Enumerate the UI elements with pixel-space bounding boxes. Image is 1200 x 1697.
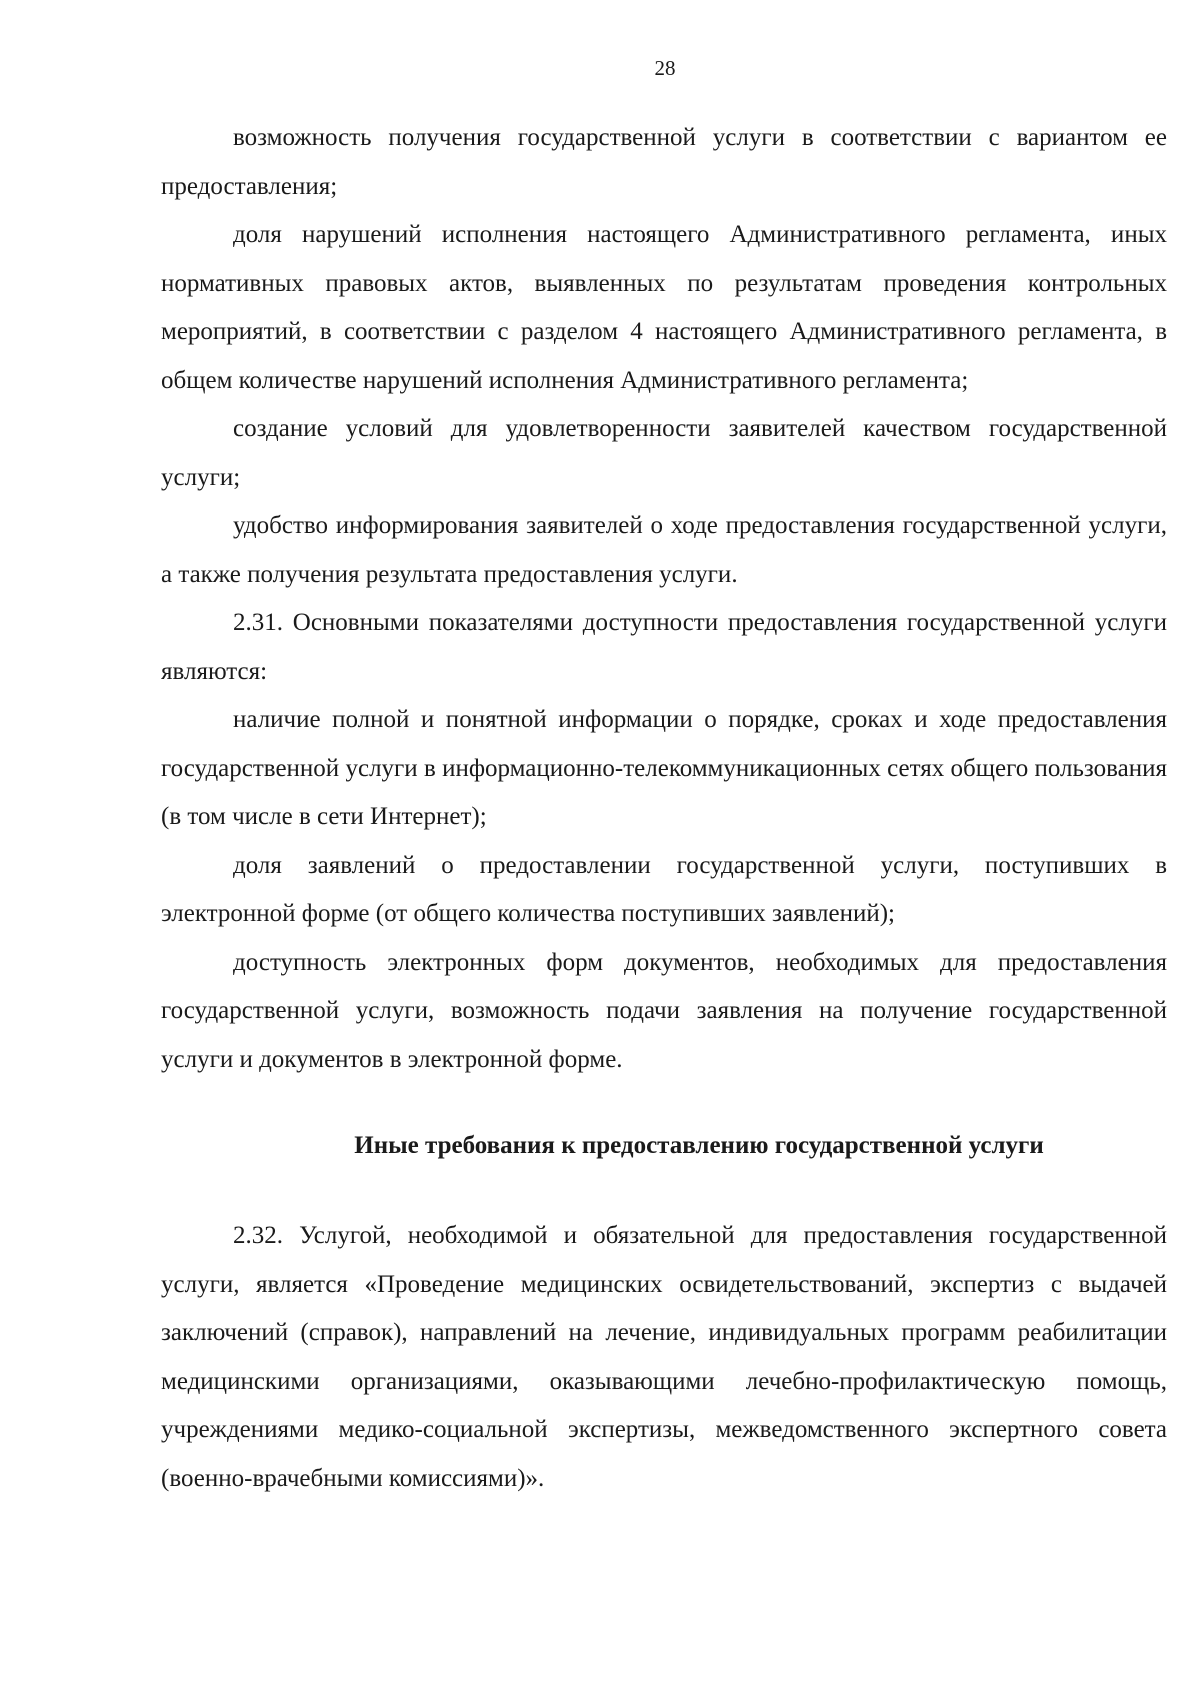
paragraph-electronic-forms-availability: доступность электронных форм документов, необходимых для предоставления государственной услуги, возможность подачи заявления на получение государственной услуги и документов в электронной форме. (161, 948, 1167, 1073)
paragraph-satisfaction-conditions: создание условий для удовлетворенности заявителей качеством государственной услуги; (161, 415, 1167, 491)
page-number: 28 (654, 56, 676, 80)
document-body (161, 114, 1167, 1503)
paragraph-electronic-applications-share: доля заявлений о предоставлении государственной услуги, поступивших в электронной форме (от общего количества поступивших заявлений); (161, 851, 1167, 927)
paragraph-2-31: 2.31. Основными показателями доступности предоставления государственной услуги являются: (161, 609, 1167, 685)
section-heading: Иные требования к предоставлению государственной услуги (354, 1132, 1044, 1159)
paragraph-2-32: 2.32. Услугой, необходимой и обязательной для предоставления государственной услуги, является «Проведение медицинских освидетельствований, экспертиз с выдачей заключений (справок), направлений на лечение, индивидуальных программ реабилитации медицинскими организациями, оказывающими лечебно-профилактическую помощь, учреждениями медико-социальной экспертизы, межведомственного экспертного совета (военно-врачебными комиссиями)». (161, 1222, 1167, 1492)
paragraph-violations-share: доля нарушений исполнения настоящего Административного регламента, иных нормативных правовых актов, выявленных по результатам проведения контрольных мероприятий, в соответствии с разделом 4 настоящего Административного регламента, в общем количестве нарушений исполнения Административного регламента; (161, 221, 1167, 394)
paragraph-information-availability: наличие полной и понятной информации о порядке, сроках и ходе предоставления государственной услуги в информационно-телекоммуникационных сетях общего пользования (в том числе в сети Интернет); (161, 706, 1167, 830)
paragraph-informing-convenience: удобство информирования заявителей о ходе предоставления государственной услуги, а также получения результата предоставления услуги. (161, 512, 1167, 588)
paragraph-service-variant: возможность получения государственной услуги в соответствии с вариантом ее предоставления; (161, 124, 1167, 200)
